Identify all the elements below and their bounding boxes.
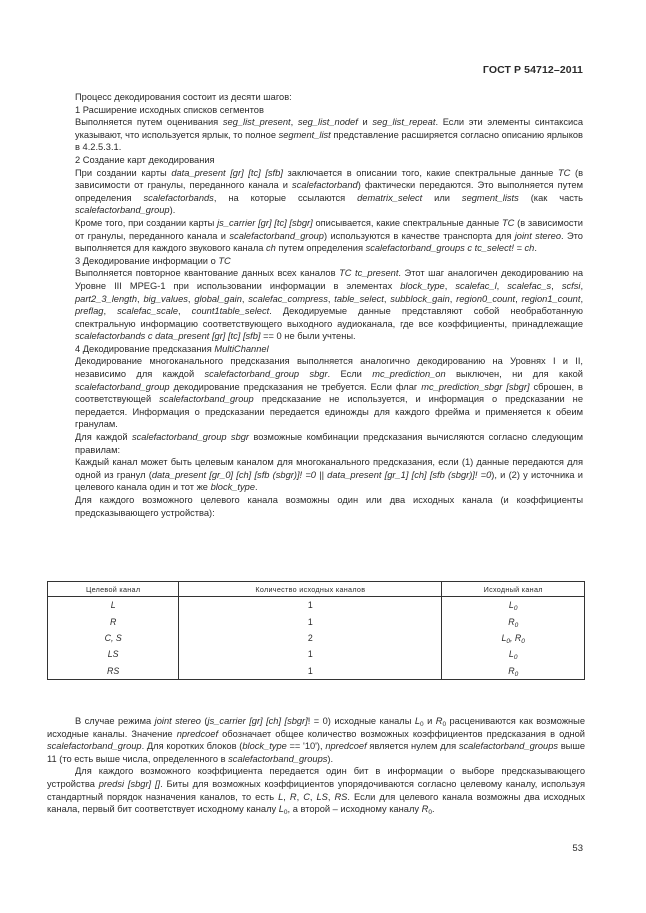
paragraph: В случае режима joint stereo (js_carrier [gr] [ch] [sbgr]! = 0) исходные каналы $L_0$ и $R_0$ расцениваются как возможные исходные каналы. Значение npredcoef обозначает общее количество возможных коэффициентов предсказания в одной scalefactorband_group. Для коротких блоков (block_type == '10'), npredcoef является нулем для scalefactorband_groups выше 11 (то есть выше числа, определенного в scalefactorband_groups).	[47, 716, 586, 764]
source-channel: $L_0$	[442, 646, 585, 662]
table-row	[48, 663, 585, 680]
target-channel: RS	[48, 663, 179, 680]
source-count: 1	[179, 613, 442, 629]
document-header: ГОСТ Р 54712–2011	[482, 64, 583, 76]
table-header: Количество исходных каналов	[179, 582, 442, 597]
source-channel: $L_0$, $R_0$	[442, 630, 585, 646]
table-row	[48, 646, 585, 662]
page-number: 53	[572, 843, 583, 854]
target-channel: L	[48, 597, 179, 614]
paragraph: Для каждой scalefactorband_group sbgr возможные комбинации предсказания вычисляются согласно следующим правилам:	[75, 432, 583, 455]
target-channel: LS	[48, 646, 179, 662]
table-row	[48, 597, 585, 614]
target-channel: C, S	[48, 630, 179, 646]
source-count: 1	[179, 597, 442, 614]
table-header: Целевой канал	[48, 582, 179, 597]
paragraph: Для каждого возможного целевого канала возможны один или два исходных канала (и коэффициенты предсказывающего устройства):	[75, 495, 583, 518]
table-row	[48, 613, 585, 629]
table-header: Исходный канал	[442, 582, 585, 597]
paragraph: 2 Создание карт декодирования	[75, 154, 215, 165]
source-count: 1	[179, 663, 442, 680]
paragraph: Для каждого возможного коэффициента передается один бит в информации о выборе предсказывающего устройства predsi [sbgr] []. Биты для возможных коэффициентов упорядочиваются согласно целевому каналу, используя стандартный порядок назначения каналов, то есть L, R, C, LS, RS. Если для целевого канала возможны два исходных канала, первый бит соответствует исходному каналу $L_0$, а второй – исходному каналу $R_0$.	[47, 766, 586, 817]
paragraph: При создании карты data_present [gr] [tc] [sfb] заключается в описании того, какие спектральные данные TC (в зависимости от гранулы, переданного канала и scalefactorband) фактически передаются. Это выполняется путем определения scalefactorbands, на которые ссылаются dematrix_select или segment_lists (как часть scalefactorband_group).	[75, 167, 584, 216]
source-count: 2	[179, 630, 442, 646]
body-text-continued	[47, 715, 585, 816]
source-channel: $L_0$	[442, 597, 585, 614]
table-row	[48, 630, 585, 646]
source-count: 1	[179, 646, 442, 662]
body-text	[75, 91, 583, 519]
target-channel: R	[48, 613, 179, 629]
paragraph: Процесс декодирования состоит из десяти шагов:	[75, 92, 292, 102]
paragraph: Выполняется путем оценивания seg_list_present, seg_list_nodef и seg_list_repeat. Если эти элементы синтаксиса указывают, что используется ярлык, то полное segment_list представление расширяется согласно описанию ярлыков в 4.2.5.3.1.	[75, 117, 584, 153]
paragraph: Выполняется повторное квантование данных всех каналов TC tc_present. Этот шаг аналогичен декодированию на Уровне III MPEG-1 при использовании информации в элементах block_type, scalefac_l, scalefac_s, scfsi, part2_3_length, big_values, global_gain, scalefac_compress, table_select, subblock_gain, region0_count, region1_count, preflag, scalefac_scale, count1table_select. Декодируемые данные представляют собой необработанную спектральную информацию соответствующего выходного аудиоканала, где все коэффициенты, принадлежащие scalefactorbands с data_present [gr] [tc] [sfb] == 0 не были учтены.	[75, 268, 584, 342]
source-channel: $R_0$	[442, 613, 585, 629]
source-channel-table	[47, 581, 585, 680]
paragraph: 3 Декодирование информации о TC	[75, 255, 231, 266]
paragraph: Кроме того, при создании карты js_carrier [gr] [tc] [sbgr] описывается, какие спектральные данные TC (в зависимости от гранулы, переданного канала и scalefactorband_group) используются в качестве транспорта для joint stereo. Это выполняется для каждого звукового канала ch путем определения scalefactorband_groups с tc_select! = ch.	[75, 217, 583, 254]
paragraph: Каждый канал может быть целевым каналом для многоканального предсказания, если (1) данные передаются для одной из гранул (data_present [gr_0] [ch] [sfb (sbgr)]! =0 || data_present [gr_1] [ch] [sfb (sbgr)]! =0), и (2) у источника и целевого канала один и тот же block_type.	[75, 457, 583, 493]
paragraph: Декодирование многоканального предсказания выполняется аналогично декодированию на Уровнях I и II, независимо для каждой scalefactorband_group sbgr. Если mc_prediction_on выключен, ни для какой scalefactorband_group декодирование предсказания не требуется. Если флаг mc_prediction_sbgr [sbgr] сброшен, в соответствующей scalefactorband_group предсказание не используется, и информация о предсказании не передается. Информация о предсказании передается единожды для каждого фрейма и применяется к обеим гранулам.	[75, 356, 583, 430]
paragraph: 1 Расширение исходных списков сегментов	[75, 104, 264, 115]
paragraph: 4 Декодирование предсказания MultiChannel	[75, 343, 269, 354]
source-channel: $R_0$	[442, 663, 585, 680]
